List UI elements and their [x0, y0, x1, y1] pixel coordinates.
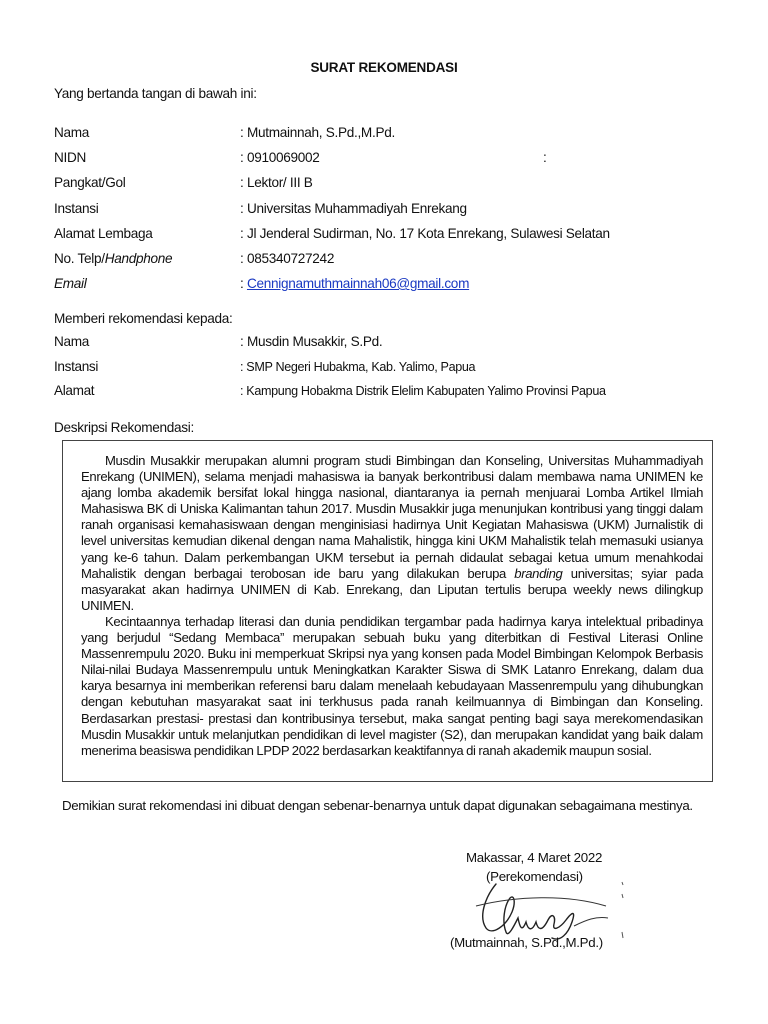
- field-label: Alamat Lembaga: [54, 226, 153, 241]
- field-label: [54, 250, 172, 268]
- field-label: Nama: [54, 125, 90, 140]
- field-value: : 085340727242: [240, 251, 335, 266]
- paragraph-text: universitas; syiar pada masyarakat akan hadirnya UNIMEN di Kab. Enrekang, dan Liputan tertulis berupa weekly news dilingkup UNIMEN.: [81, 565, 704, 613]
- stray-colon: :: [543, 150, 547, 165]
- field-label: Pangkat/Gol: [54, 175, 126, 190]
- description-paragraph-2: [81, 614, 703, 759]
- place-date: Makassar, 4 Maret 2022: [466, 850, 603, 865]
- closing-statement: Demikian surat rekomendasi ini dibuat dengan sebenar-benarnya untuk dapat digunakan sebagaimana mestinya.: [62, 798, 693, 813]
- label-prefix: No. Telp/: [54, 251, 105, 266]
- field-label: Instansi: [54, 359, 99, 374]
- field-value: : Universitas Muhammadiyah Enrekang: [240, 201, 467, 216]
- field-label: Nama: [54, 334, 90, 349]
- description-paragraph-1: [81, 453, 703, 614]
- field-value: [240, 275, 469, 293]
- paragraph-text: Kecintaannya terhadap literasi dan dunia pendidikan tergambar pada hadirnya karya intelektual pribadinya yang berjudul “Sedang Membaca” merupakan sebuah buku yang diterbitkan di Festival Literasi Online Massenrempulu 2020. Buku ini memperkuat Skripsi nya yang konsen pada Model Bimbingan Kelompok Berbasis Nilai-nilai Budaya Massenrempulu untuk Meningkatkan Karakter Siswa di SMK Latanro Enrekang, dalam dua karya besarnya ini memberikan referensi baru dalam menelaah kebudayaan Massenrempulu yang dihubungkan dengan kebutuhan masyarakat saat ini terkhusus pada ranah keilmuannya di Bimbingan dan Konseling. Berdasarkan prestasi- prestasi dan kontribusinya tersebut, maka sangat penting bagi saya merekomendasikan Musdin Musakkir untuk melanjutkan pendidikan di level magister (S2), dan merupakan kandidat yang baik dalam menerima beasiswa pendidikan LPDP 2022 berdasarkan keaktifannya di ranah akademik maupun sosial.: [81, 613, 703, 758]
- field-value: : Musdin Musakkir, S.Pd.: [240, 334, 383, 349]
- label-italic: Handphone: [104, 251, 173, 266]
- field-value: : Mutmainnah, S.Pd.,M.Pd.: [240, 125, 395, 140]
- field-value: : Lektor/ III B: [240, 175, 313, 190]
- paragraph-text: Musdin Musakkir merupakan alumni program studi Bimbingan dan Konseling, Universitas Muhammadiyah Enrekang (UNIMEN), selama menjadi mahasiswa ia banyak berkontribusi dalam membawa nama UNIMEN ke ajang lomba akademik bersifat lokal hingga nasional, diantaranya ia pernah menjuarai Lomba Artikel Ilmiah Mahasiswa BK di Uniska Kalimantan tahun 2017. Musdin Musakkir juga menunjukan kontribusi yang tinggi dalam ranah organisasi kemahasiswaan dengan menginisiasi hadirnya Unit Kegiatan Mahasiswa (UKM) Jurnalistik di level universitas kemudian dikenal dengan nama Mahalistik, hingga kini UKM Mahalistik telah memasuki usianya yang ke-6 tahun. Dalam perkembangan UKM tersebut ia pernah didaulat sebagai ketua umum menahkodai Mahalistik dengan berbagai terobosan ide baru yang dilakukan berupa: [81, 453, 703, 581]
- field-label: Alamat: [54, 383, 95, 398]
- intro-text: Yang bertanda tangan di bawah ini:: [54, 86, 257, 101]
- field-value: : Kampung Hobakma Distrik Elelim Kabupaten Yalimo Provinsi Papua: [240, 384, 606, 398]
- field-label: NIDN: [54, 150, 87, 165]
- letter-title: SURAT REKOMENDASI: [310, 60, 458, 75]
- field-label: Instansi: [54, 201, 99, 216]
- field-value: : 0910069002: [240, 150, 320, 165]
- recipient-heading: Memberi rekomendasi kepada:: [54, 311, 233, 326]
- description-heading: Deskripsi Rekomendasi:: [54, 420, 194, 435]
- recommender-label: (Perekomendasi): [486, 869, 583, 884]
- branding-italic: branding: [514, 565, 563, 581]
- description-box: [62, 440, 713, 782]
- field-label: Email: [54, 276, 87, 291]
- value-prefix: :: [240, 276, 247, 291]
- field-value: : Jl Jenderal Sudirman, No. 17 Kota Enrekang, Sulawesi Selatan: [240, 226, 610, 241]
- email-link[interactable]: Cennignamuthmainnah06@gmail.com: [246, 276, 470, 291]
- signature-name: (Mutmainnah, S.Pd.,M.Pd.): [450, 935, 603, 950]
- field-value: : SMP Negeri Hubakma, Kab. Yalimo, Papua: [240, 360, 476, 374]
